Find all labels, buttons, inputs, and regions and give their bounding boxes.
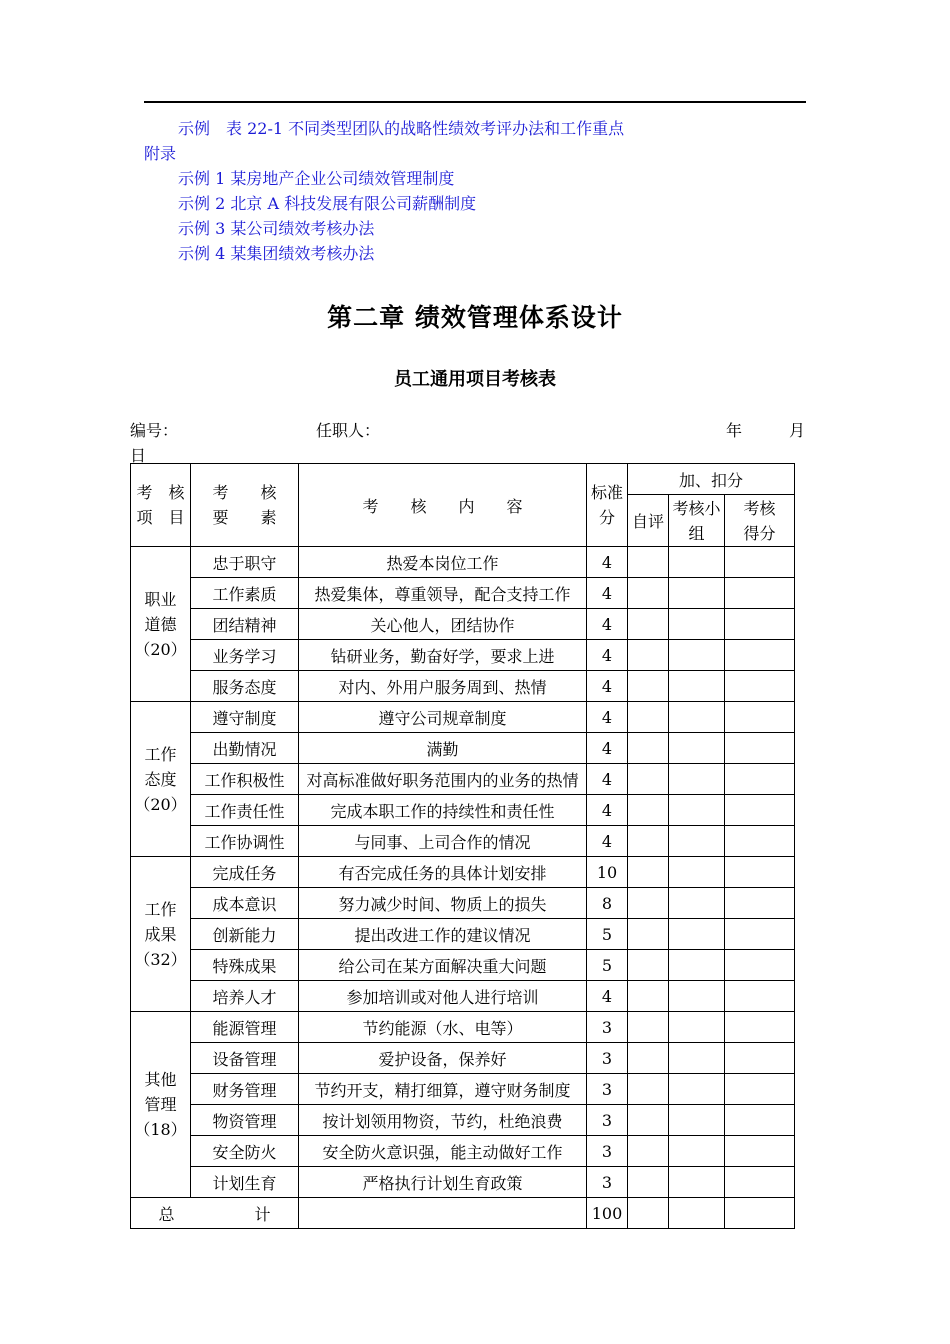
standard-score-cell: 4 — [587, 609, 628, 640]
self-score-cell[interactable] — [628, 702, 669, 733]
group-score-cell[interactable] — [669, 981, 725, 1012]
content-cell: 关心他人，团结协作 — [299, 609, 587, 640]
content-cell: 遵守公司规章制度 — [299, 702, 587, 733]
group-score-cell[interactable] — [669, 1043, 725, 1074]
group-score-cell[interactable] — [669, 1105, 725, 1136]
table-row — [131, 1167, 795, 1198]
standard-score-cell: 3 — [587, 1074, 628, 1105]
table-row — [131, 950, 795, 981]
element-cell: 成本意识 — [191, 888, 299, 919]
self-score-cell[interactable] — [628, 950, 669, 981]
self-score-cell[interactable] — [628, 1043, 669, 1074]
table-row — [131, 640, 795, 671]
table-row — [131, 919, 795, 950]
self-score-cell[interactable] — [628, 1136, 669, 1167]
content-cell: 与同事、上司合作的情况 — [299, 826, 587, 857]
self-score-cell[interactable] — [628, 981, 669, 1012]
standard-score-cell: 4 — [587, 981, 628, 1012]
standard-score-cell: 4 — [587, 578, 628, 609]
self-score-cell[interactable] — [628, 795, 669, 826]
element-cell: 计划生育 — [191, 1167, 299, 1198]
form-title: 员工通用项目考核表 — [394, 369, 556, 390]
total-final-cell[interactable] — [725, 1198, 795, 1229]
content-cell: 完成本职工作的持续性和责任性 — [299, 795, 587, 826]
self-score-cell[interactable] — [628, 609, 669, 640]
table-row — [131, 888, 795, 919]
group-score-cell[interactable] — [669, 1136, 725, 1167]
standard-score-cell: 4 — [587, 795, 628, 826]
element-cell: 培养人才 — [191, 981, 299, 1012]
element-cell: 物资管理 — [191, 1105, 299, 1136]
table-row — [131, 733, 795, 764]
standard-score-cell: 4 — [587, 733, 628, 764]
table-row — [131, 547, 795, 578]
header-group: 考核小 组 — [669, 495, 725, 547]
toc-link[interactable]: 示例 表 22-1 不同类型团队的战略性绩效考评办法和工作重点 — [178, 119, 625, 138]
element-cell: 遵守制度 — [191, 702, 299, 733]
header-element: 考 核 要 素 — [191, 464, 299, 547]
content-cell: 满勤 — [299, 733, 587, 764]
total-label: 总 计 — [131, 1198, 299, 1229]
group-score-cell[interactable] — [669, 1074, 725, 1105]
standard-score-cell: 5 — [587, 919, 628, 950]
content-cell: 热爱本岗位工作 — [299, 547, 587, 578]
self-score-cell[interactable] — [628, 826, 669, 857]
day-label: 日 — [130, 446, 147, 465]
table-row — [131, 578, 795, 609]
group-score-cell[interactable] — [669, 1012, 725, 1043]
self-score-cell[interactable] — [628, 1012, 669, 1043]
final-score-cell[interactable] — [725, 1105, 795, 1136]
final-score-cell[interactable] — [725, 547, 795, 578]
element-cell: 出勤情况 — [191, 733, 299, 764]
content-cell: 节约能源（水、电等） — [299, 1012, 587, 1043]
final-score-cell[interactable] — [725, 1074, 795, 1105]
final-score-cell[interactable] — [725, 640, 795, 671]
element-cell: 能源管理 — [191, 1012, 299, 1043]
standard-score-cell: 4 — [587, 640, 628, 671]
content-cell: 安全防火意识强，能主动做好工作 — [299, 1136, 587, 1167]
category-cell: 工作 态度 （20） — [131, 702, 191, 857]
header-standard: 标准 分 — [587, 464, 628, 547]
category-cell: 职业 道德 （20） — [131, 547, 191, 702]
content-cell: 节约开支，精打细算，遵守财务制度 — [299, 1074, 587, 1105]
total-self-cell[interactable] — [628, 1198, 669, 1229]
self-score-cell[interactable] — [628, 671, 669, 702]
final-score-cell[interactable] — [725, 764, 795, 795]
table-row — [131, 1136, 795, 1167]
holder-label: 任职人： — [316, 421, 381, 440]
element-cell: 工作责任性 — [191, 795, 299, 826]
self-score-cell[interactable] — [628, 1167, 669, 1198]
table-row — [131, 671, 795, 702]
header-score: 考核 得分 — [725, 495, 795, 547]
self-score-cell[interactable] — [628, 1074, 669, 1105]
toc-link[interactable]: 示例 1 某房地产企业公司绩效管理制度 — [178, 169, 455, 188]
final-score-cell[interactable] — [725, 826, 795, 857]
final-score-cell[interactable] — [725, 671, 795, 702]
table-row — [131, 981, 795, 1012]
category-cell: 工作 成果 （32） — [131, 857, 191, 1012]
final-score-cell[interactable] — [725, 981, 795, 1012]
group-score-cell[interactable] — [669, 888, 725, 919]
total-group-cell[interactable] — [669, 1198, 725, 1229]
group-score-cell[interactable] — [669, 671, 725, 702]
content-cell: 钻研业务，勤奋好学，要求上进 — [299, 640, 587, 671]
header-content: 考 核 内 容 — [299, 464, 587, 547]
element-cell: 工作素质 — [191, 578, 299, 609]
table-row — [131, 1043, 795, 1074]
number-label: 编号： — [130, 421, 179, 440]
final-score-cell[interactable] — [725, 795, 795, 826]
content-cell: 有否完成任务的具体计划安排 — [299, 857, 587, 888]
final-score-cell[interactable] — [725, 950, 795, 981]
toc-link[interactable]: 附录 — [144, 144, 177, 163]
element-cell: 安全防火 — [191, 1136, 299, 1167]
group-score-cell[interactable] — [669, 702, 725, 733]
final-score-cell[interactable] — [725, 578, 795, 609]
table-row — [131, 1074, 795, 1105]
group-score-cell[interactable] — [669, 640, 725, 671]
element-cell: 工作协调性 — [191, 826, 299, 857]
content-cell: 对高标准做好职务范围内的业务的热情 — [299, 764, 587, 795]
self-score-cell[interactable] — [628, 888, 669, 919]
group-score-cell[interactable] — [669, 609, 725, 640]
table-row — [131, 795, 795, 826]
final-score-cell[interactable] — [725, 609, 795, 640]
self-score-cell[interactable] — [628, 1105, 669, 1136]
final-score-cell[interactable] — [725, 857, 795, 888]
standard-score-cell: 3 — [587, 1167, 628, 1198]
table-row — [131, 826, 795, 857]
table-row — [131, 857, 795, 888]
content-cell: 热爱集体，尊重领导，配合支持工作 — [299, 578, 587, 609]
final-score-cell[interactable] — [725, 888, 795, 919]
final-score-cell[interactable] — [725, 1012, 795, 1043]
group-score-cell[interactable] — [669, 764, 725, 795]
table-row — [131, 1012, 795, 1043]
toc-list — [144, 116, 844, 266]
self-score-cell[interactable] — [628, 764, 669, 795]
header-adjust: 加、扣分 — [628, 464, 795, 495]
content-cell: 提出改进工作的建议情况 — [299, 919, 587, 950]
element-cell: 服务态度 — [191, 671, 299, 702]
final-score-cell[interactable] — [725, 702, 795, 733]
content-cell: 努力减少时间、物质上的损失 — [299, 888, 587, 919]
table-row — [131, 764, 795, 795]
element-cell: 忠于职守 — [191, 547, 299, 578]
group-score-cell[interactable] — [669, 826, 725, 857]
element-cell: 创新能力 — [191, 919, 299, 950]
evaluation-table — [130, 463, 795, 1229]
toc-link[interactable]: 示例 2 北京 A 科技发展有限公司薪酬制度 — [178, 194, 477, 213]
standard-score-cell: 8 — [587, 888, 628, 919]
standard-score-cell: 10 — [587, 857, 628, 888]
content-cell: 对内、外用户服务周到、热情 — [299, 671, 587, 702]
content-cell: 爱护设备，保养好 — [299, 1043, 587, 1074]
element-cell: 完成任务 — [191, 857, 299, 888]
month-label: 月 — [789, 421, 806, 440]
self-score-cell[interactable] — [628, 547, 669, 578]
header-item: 考 核 项 目 — [131, 464, 191, 547]
self-score-cell[interactable] — [628, 578, 669, 609]
element-cell: 团结精神 — [191, 609, 299, 640]
group-score-cell[interactable] — [669, 950, 725, 981]
category-cell: 其他 管理 （18） — [131, 1012, 191, 1198]
total-score: 100 — [587, 1198, 628, 1229]
chapter-title: 第二章 绩效管理体系设计 — [327, 303, 623, 332]
total-row — [131, 1198, 795, 1229]
group-score-cell[interactable] — [669, 547, 725, 578]
final-score-cell[interactable] — [725, 1043, 795, 1074]
standard-score-cell: 4 — [587, 702, 628, 733]
final-score-cell[interactable] — [725, 1167, 795, 1198]
content-cell: 参加培训或对他人进行培训 — [299, 981, 587, 1012]
group-score-cell[interactable] — [669, 733, 725, 764]
standard-score-cell: 4 — [587, 826, 628, 857]
standard-score-cell: 4 — [587, 547, 628, 578]
element-cell: 特殊成果 — [191, 950, 299, 981]
group-score-cell[interactable] — [669, 578, 725, 609]
toc-link[interactable]: 示例 3 某公司绩效考核办法 — [178, 219, 375, 238]
header-self: 自评 — [628, 495, 669, 547]
self-score-cell[interactable] — [628, 640, 669, 671]
element-cell: 财务管理 — [191, 1074, 299, 1105]
final-score-cell[interactable] — [725, 733, 795, 764]
top-rule — [144, 101, 806, 103]
group-score-cell[interactable] — [669, 795, 725, 826]
standard-score-cell: 3 — [587, 1105, 628, 1136]
self-score-cell[interactable] — [628, 733, 669, 764]
element-cell: 工作积极性 — [191, 764, 299, 795]
group-score-cell[interactable] — [669, 1167, 725, 1198]
toc-link[interactable]: 示例 4 某集团绩效考核办法 — [178, 244, 375, 263]
table-row — [131, 1105, 795, 1136]
final-score-cell[interactable] — [725, 919, 795, 950]
group-score-cell[interactable] — [669, 857, 725, 888]
standard-score-cell: 5 — [587, 950, 628, 981]
standard-score-cell: 4 — [587, 764, 628, 795]
content-cell: 给公司在某方面解决重大问题 — [299, 950, 587, 981]
group-score-cell[interactable] — [669, 919, 725, 950]
content-cell: 按计划领用物资，节约，杜绝浪费 — [299, 1105, 587, 1136]
standard-score-cell: 4 — [587, 671, 628, 702]
standard-score-cell: 3 — [587, 1012, 628, 1043]
content-cell: 严格执行计划生育政策 — [299, 1167, 587, 1198]
standard-score-cell: 3 — [587, 1136, 628, 1167]
element-cell: 业务学习 — [191, 640, 299, 671]
table-row — [131, 702, 795, 733]
self-score-cell[interactable] — [628, 857, 669, 888]
year-label: 年 — [726, 421, 743, 440]
standard-score-cell: 3 — [587, 1043, 628, 1074]
self-score-cell[interactable] — [628, 919, 669, 950]
total-content-cell — [299, 1198, 587, 1229]
table-row — [131, 609, 795, 640]
element-cell: 设备管理 — [191, 1043, 299, 1074]
final-score-cell[interactable] — [725, 1136, 795, 1167]
